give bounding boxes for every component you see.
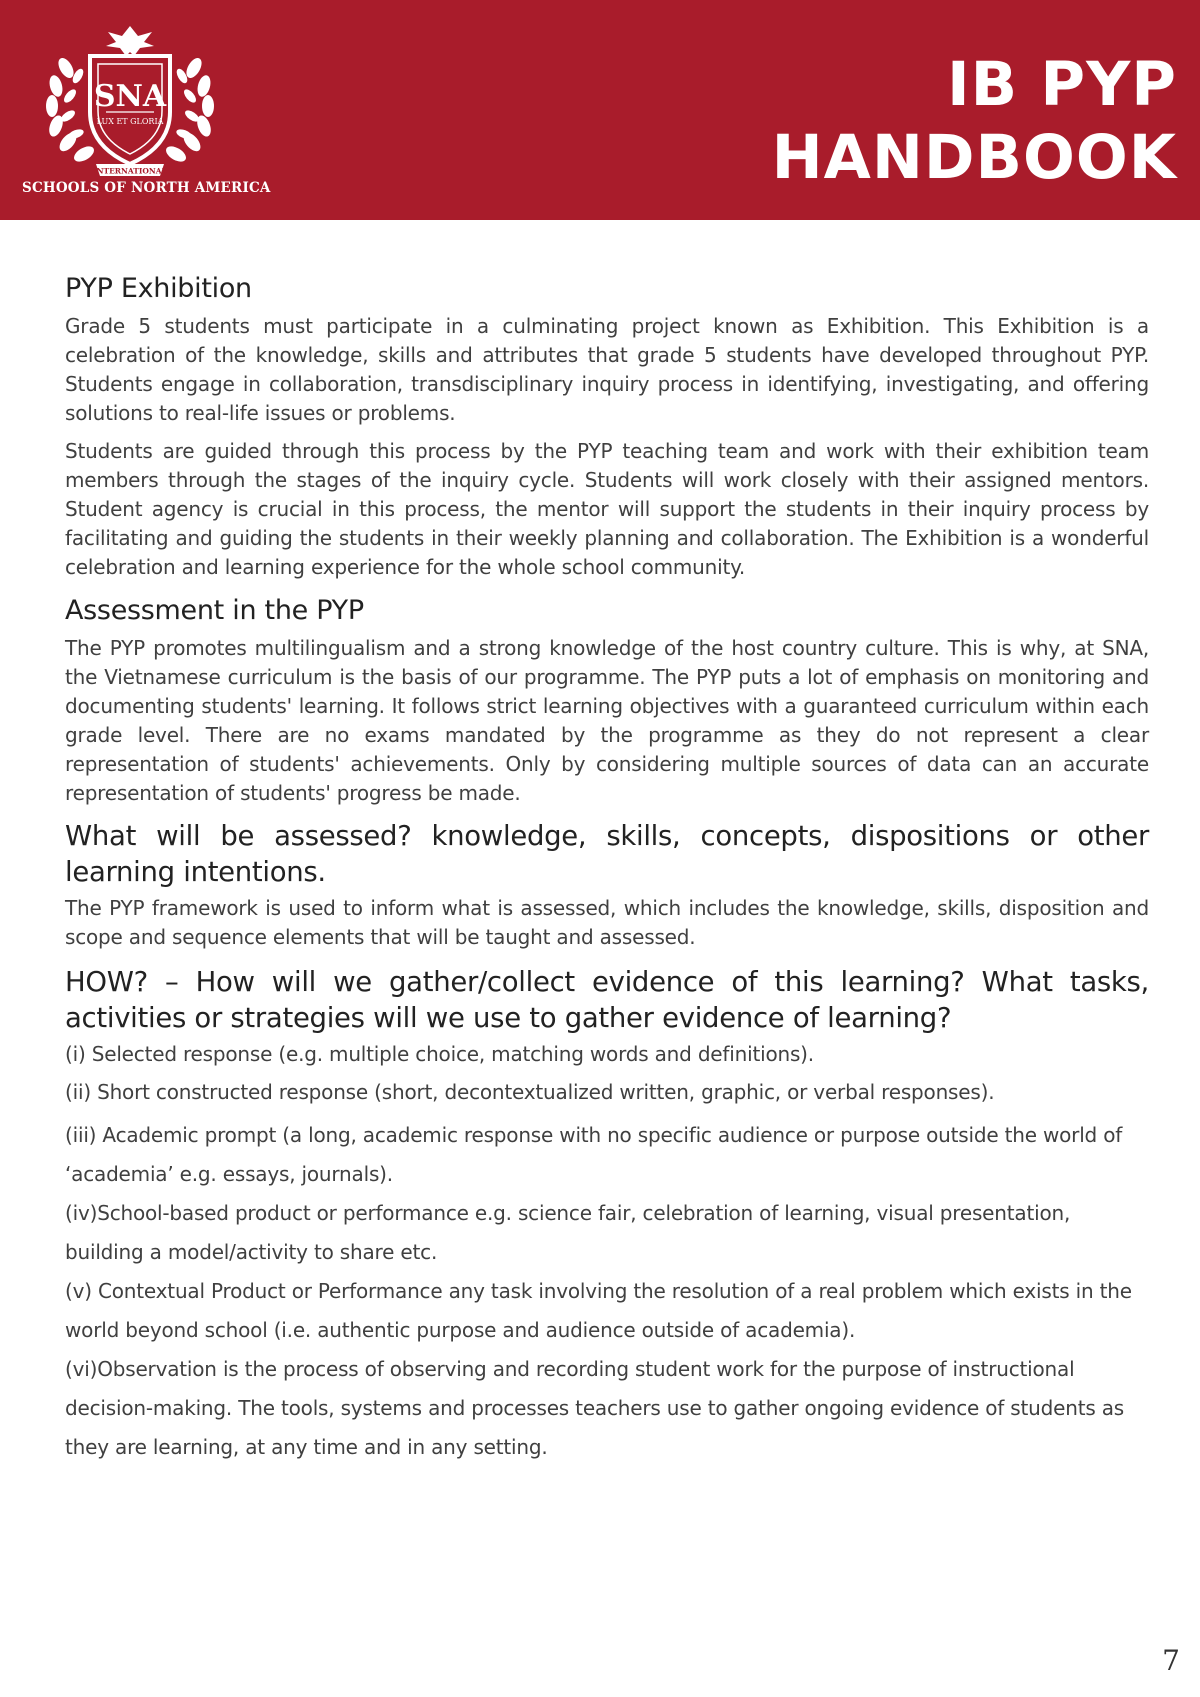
heading-how: HOW? – How will we gather/collect evidence of this learning? What tasks, activities or strategies will we use to gather evidence of learning? (65, 966, 1149, 1034)
svg-text:LUX ET GLORIA: LUX ET GLORIA (96, 117, 164, 126)
handbook-title (772, 48, 1177, 194)
list-item: (i) Selected response (e.g. multiple choice, matching words and definitions). (65, 1042, 814, 1066)
page-number: 7 (1162, 1644, 1180, 1677)
heading-assessment: Assessment in the PYP (65, 595, 364, 626)
heading-pyp-exhibition: PYP Exhibition (65, 273, 252, 304)
exhibition-paragraph-2: Students are guided through this process by the PYP teaching team and work with their exhibition team members through the stages of the inquiry cycle. Students will work closely with their assigned mentors. Student agency is crucial in this process, the mentor will support the students in their inquiry process by facilitating and guiding the students in their weekly planning and collaboration. The Exhibition is a wonderful celebration and learning experience for the whole school community. (65, 439, 1149, 579)
svg-text:INTERNATIONAL: INTERNATIONAL (93, 166, 167, 176)
list-item: (vi)Observation is the process of observing and recording student work for the purpose of instructional decision-making. The tools, systems and processes teachers use to gather ongoing evidence of students as they are learning, at any time and in any setting. (65, 1357, 1125, 1459)
list-item: (iv)School-based product or performance e.g. science fair, celebration of learning, visual presentation, building a model/activity to share etc. (65, 1201, 1071, 1264)
title-line-2: HANDBOOK (771, 122, 1177, 193)
what-paragraph: The PYP framework is used to inform what is assessed, which includes the knowledge, skills, disposition and scope and sequence elements that will be taught and assessed. (65, 896, 1149, 949)
page-header (0, 0, 1200, 220)
exhibition-paragraph-1: Grade 5 students must participate in a culminating project known as Exhibition. This Exhibition is a celebration of the knowledge, skills and attributes that grade 5 students have developed throughout PYP. Students engage in collaboration, transdisciplinary inquiry process in identifying, investigating, and offering solutions to real-life issues or problems. (65, 314, 1149, 425)
title-line-1: IB PYP (946, 49, 1177, 120)
logo-caption: SCHOOLS OF NORTH AMERICA (22, 180, 271, 196)
list-item: (v) Contextual Product or Performance any task involving the resolution of a real problem which exists in the world beyond school (i.e. authentic purpose and audience outside of academia). (65, 1279, 1132, 1342)
sna-crest-icon (22, 18, 238, 178)
school-logo (22, 18, 271, 203)
page-content (65, 272, 1149, 1467)
list-item: (ii) Short constructed response (short, decontextualized written, graphic, or verbal responses). (65, 1080, 995, 1104)
heading-what-assessed: What will be assessed? knowledge, skills, concepts, dispositions or other learning intentions. (65, 820, 1149, 888)
assessment-paragraph: The PYP promotes multilingualism and a strong knowledge of the host country culture. This is why, at SNA, the Vietnamese curriculum is the basis of our programme. The PYP puts a lot of emphasis on monitoring and documenting students' learning. It follows strict learning objectives with a guaranteed curriculum within each grade level. There are no exams mandated by the programme as they do not represent a clear representation of students' achievements. Only by considering multiple sources of data can an accurate representation of students' progress be made. (65, 636, 1149, 805)
svg-text:SNA: SNA (93, 79, 167, 114)
list-item: (iii) Academic prompt (a long, academic response with no specific audience or purpose outside the world of ‘academia’ e.g. essays, journals). (65, 1123, 1123, 1186)
